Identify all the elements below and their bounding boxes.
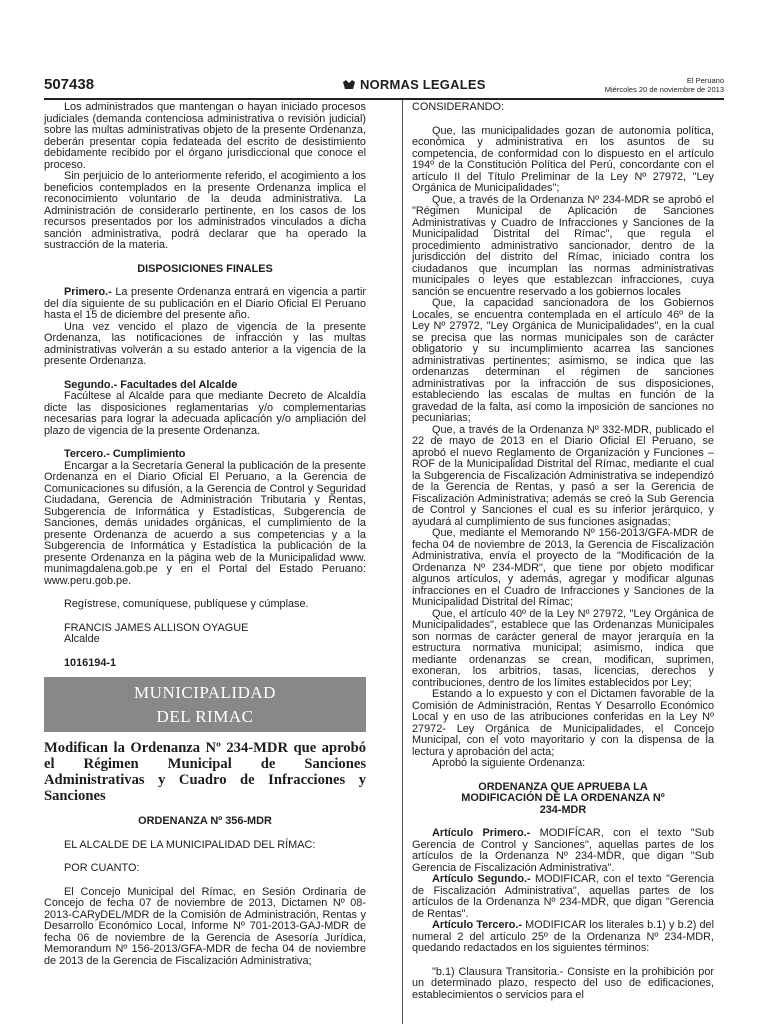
paragraph: Los administrados que mantengan o hayan iniciado procesos judiciales (demanda contenciosa administrativa o revisión judicial) sobre las multas administrativas objeto de la presente Ordenanza, deberán presentar copia fedateada del escrito de desistimiento debidamente recibido por el órgano jurisdiccional que conoce el proceso.	[44, 101, 366, 171]
newspaper-name: El Peruano	[686, 76, 724, 85]
paragraph: Estando a lo expuesto y con el Dictamen favorable de la Comisión de Administración, Rentas Y Desarrollo Económico Local y en uso de las atribuciones conferidas en la Ley Nº 27972- Ley Orgánica de Municipalidades, el Concejo Municipal, con el voto mayoritario y con la dispensa de la lectura y aprobación del acta;	[412, 688, 714, 758]
right-column	[412, 102, 714, 1001]
header-rule	[44, 98, 724, 100]
institution-banner: MUNICIPALIDAD DEL RIMAC	[44, 677, 366, 732]
signer-role: Alcalde	[64, 633, 100, 645]
paragraph: El Concejo Municipal del Rímac, en Sesión Ordinaria de Concejo de fecha 07 de noviembre de 2013, Dictamen Nº 08-2013-CARyDEL/MDR de la Comisión de Administración, Rentas y Desarrollo Económico Local, Informe Nº 701-2013-GAJ-MDR de fecha 06 de noviembre de la Gerencia de Asesoría Jurídica, Memorandum Nº 156-2013/GFA-MDR de fecha 04 de noviembre de 2013 de la Gerencia de Fiscalización Administrativa;	[44, 885, 366, 967]
header-date-block	[605, 76, 724, 94]
ordenanza-number: ORDENANZA Nº 356-MDR	[138, 815, 272, 827]
column-divider	[402, 100, 403, 1024]
alcalde-line: EL ALCALDE DE LA MUNICIPALIDAD DEL RÍMAC:	[64, 838, 316, 851]
article-label: Artículo Segundo.-	[432, 873, 531, 885]
closing-formula: Regístrese, comuníquese, publíquese y cúmplase.	[64, 598, 309, 610]
article-primero: Primero.- La presente Ordenanza entrará en vigencia a partir del día siguiente de su publicación en el Diario Oficial El Peruano hasta el 15 de diciembre del presente año.	[44, 286, 366, 321]
paragraph: Que, la capacidad sancionadora de los Gobiernos Locales, se encuentra contemplada en el artículo 46º de la Ley Nº 27972, "Ley Orgánica de Municipalidades", en la cual se precisa que las normas municipales son de carácter obligatorio y su incumplimiento acarrea las sanciones administrativas pertinentes; asimismo, se indica que las ordenanzas determinan el régimen de sanciones administrativas por la infracción de sus disposiciones, estableciendo las escalas de multas en función de la gravedad de la falta, así como la imposición de sanciones no pecuniarias;	[412, 297, 714, 424]
article-label: Artículo Tercero.-	[432, 919, 523, 931]
paragraph: Que, a través de la Ordenanza Nº 332-MDR, publicado el 22 de mayo de 2013 en el Diario Oficial El Peruano, se aprobó el nuevo Reglamento de Organización y Funciones – ROF de la Municipalidad Distrital del Rímac, mediante el cual la Subgerencia de Fiscalización Administrativa se independizó de la Gerencia de Rentas, y pasó a ser la Gerencia de Fiscalización Administrativa; además se creó la Sub Gerencia de Control y Sanciones el cual es su inferior jerárquico, y ayudará al cumplimiento de sus funciones asignadas;	[412, 423, 714, 528]
paragraph: "b.1) Clausura Transitoria.- Consiste en la prohibición por un determinado plazo, respecto del uso de edificaciones, establecimientos o servicios para el	[412, 965, 714, 1001]
article-tercero-heading: Tercero.- Cumplimiento	[64, 448, 186, 460]
publication-title: NORMAS LEGALES	[342, 77, 486, 92]
paragraph: Que, el artículo 40º de la Ley Nº 27972, "Ley Orgánica de Municipalidades", establece que las Ordenanzas Municipales son normas de carácter general de mayor jerarquía en la estructura normativa municipal; asimismo, indica que mediante ordenanzas se crean, modifican, suprimen, exoneran, los arbitrios, tasas, licencias, derechos y contribuciones, dentro de los límites establecidos por Ley;	[412, 607, 714, 689]
page-number: 507438	[44, 76, 95, 93]
crest-icon	[342, 80, 356, 90]
paragraph: Que, las municipalidades gozan de autonomía política, económica y administrativa en los asuntos de su competencia, de conformidad con lo dispuesto en el artículo 194º de la Constitución Política del Perú, concordante con el artículo II del Título Preliminar de la Ley Nº 27972, "Ley Orgánica de Municipalidades";	[412, 124, 714, 194]
article-tercero: Artículo Tercero.- MODIFICAR los literales b.1) y b.2) del numeral 2 del artículo 25º de la Ordenanza Nº 234-MDR, quedando redactados en los siguientes términos:	[412, 919, 714, 954]
paragraph: Una vez vencido el plazo de vigencia de la presente Ordenanza, las notificaciones de infracción y las multas administrativas volverán a su estado anterior a la vigencia de la presente Ordenanza.	[44, 320, 366, 367]
paragraph: Sin perjuicio de lo anteriormente referido, el acogimiento a los beneficios contemplados en la presente Ordenanza implica el reconocimiento voluntario de la deuda administrativa. La Administración de considerarlo pertinente, en los casos de los recursos presentados por los administrados vinculados a dicha sanción administrativa, podrá declarar que ha operado la sustracción de la materia.	[44, 170, 366, 251]
article-segundo: Artículo Segundo.- MODIFICAR, con el texto "Gerencia de Fiscalización Administrativa", aquellas partes de los artículos de la Ordenanza Nº 234-MDR, que digan "Gerencia de Rentas".	[412, 873, 715, 920]
section-heading: DISPOSICIONES FINALES	[137, 262, 273, 275]
paragraph: Encargar a la Secretaría General la publicación de la presente Ordenanza en el Diario Oficial El Peruano, a la Gerencia de Comunicaciones su difusión, a la Gerencia de Control y Seguridad Ciudadana, Gerencia de Administración Tributaria y Rentas, Subgerencia de Informática y Estadísticas, Subgerencia de Sanciones, demás unidades orgánicas, el cumplimiento de la presente Ordenanza de acuerdo a sus competencias y a la Subgerencia de Informática y Estadística la publicación de la presente Ordenanza en la página web de la Municipalidad www. munimagdalena.gob.pe y en el Portal del Estado Peruano: www.peru.gob.pe.	[44, 459, 366, 587]
document-id: 1016194-1	[64, 656, 117, 669]
ordinance-heading: ORDENANZA QUE APRUEBA LA MODIFICACIÓN DE LA ORDENANZA Nº 234-MDR	[461, 780, 665, 816]
considerando-heading: CONSIDERANDO:	[412, 101, 504, 113]
article-segundo-heading: Segundo.- Facultades del Alcalde	[64, 378, 238, 391]
article-label: Artículo Primero.-	[432, 827, 531, 839]
issue-date: Miércoles 20 de noviembre de 2013	[604, 85, 724, 94]
page-header	[44, 76, 724, 98]
por-cuanto: POR CUANTO:	[64, 862, 140, 874]
norm-title: Modifican la Ordenanza Nº 234-MDR que aprobó el Régimen Municipal de Sanciones Administrativas y Cuadro de Infracciones y Sanciones	[44, 740, 366, 804]
signer-name: FRANCIS JAMES ALLISON OYAGUE	[64, 621, 249, 634]
paragraph: Aprobó la siguiente Ordenanza:	[432, 757, 586, 769]
paragraph: Facúltese al Alcalde para que mediante Decreto de Alcaldía dicte las disposiciones reglamentarias y/o complementarias necesarias para lograr la adecuada aplicación y/o ampliación del plazo de vigencia de la presente Ordenanza.	[44, 390, 366, 437]
paragraph: Que, a través de la Ordenanza Nº 234-MDR se aprobó el "Régimen Municipal de Aplicación de Sanciones Administrativas y Cuadro de Infracciones y Sanciones de la Municipalidad Distrital del Rímac", que regula el procedimiento administrativo sancionador, dentro de la jurisdicción del distrito del Rímac, iniciado contra los ciudadanos que incumplan las normas administrativas municipales o leyes que establezcan infracciones, cuya sanción se encuentre reservado a los gobiernos locales	[412, 193, 714, 298]
article-label: Primero.-	[64, 286, 112, 298]
paragraph: Que, mediante el Memorando Nº 156-2013/GFA-MDR de fecha 04 de noviembre de 2013, la Gerencia de Fiscalización Administrativa, envía el proyecto de la "Modificación de la Ordenanza Nº 234-MDR", que tiene por objeto modificar algunos artículos, y además, agregar y modificar algunas infracciones en el Cuadro de Infracciones y Sanciones de la Municipalidad Distrital del Rímac;	[412, 527, 714, 608]
article-primero: Artículo Primero.- MODIFÍCAR, con el texto "Sub Gerencia de Control y Sanciones", aquellas partes de los artículos de la Ordenanza Nº 234-MDR, que digan "Sub Gerencia de Fiscalización Administrativa".	[412, 827, 714, 874]
left-column	[44, 102, 366, 967]
